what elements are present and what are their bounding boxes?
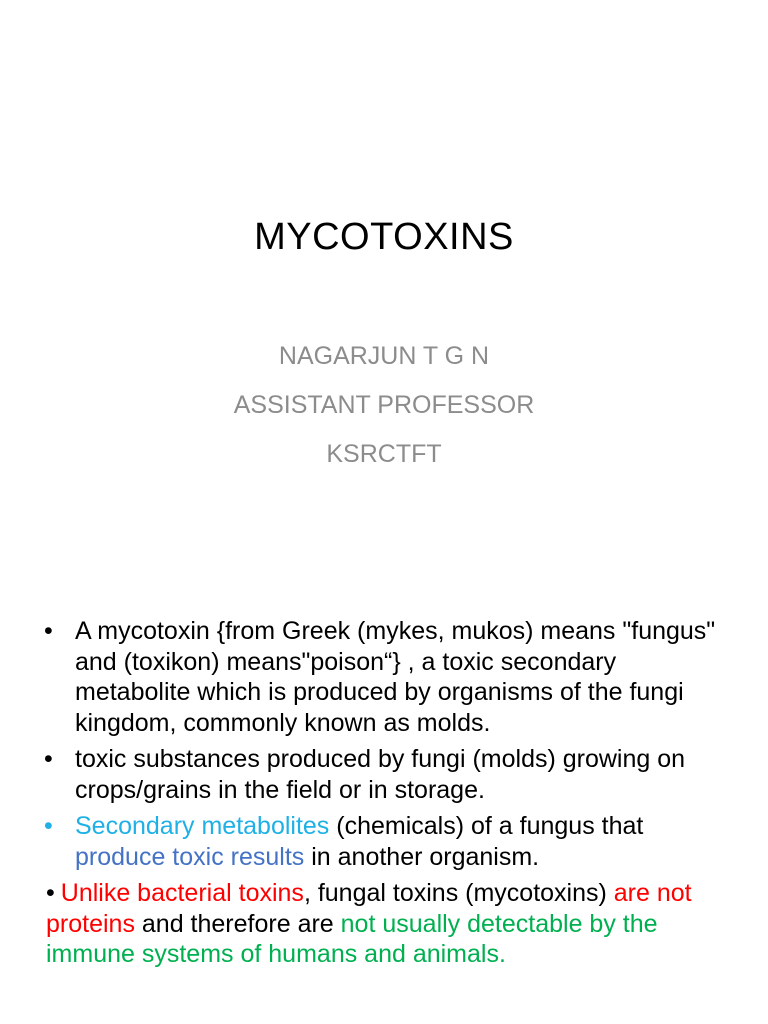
bullet-text: in another organism.: [304, 842, 540, 871]
highlight-unlike-bacterial: Unlike bacterial toxins: [60, 879, 304, 907]
author-name: NAGARJUN T G N: [278, 342, 490, 370]
highlight-toxic-results: produce toxic results: [75, 842, 305, 871]
bullet-text: A mycotoxin {from Greek (mykes, mukos) means "fungus" and (toxikon) means"poison“} , a toxic secondary metabolite which is produced by organisms of the fungi kingdom, commonly known as molds.: [75, 617, 716, 737]
bullet-list: [42, 616, 732, 976]
bullet-text: toxic substances produced by fungi (molds) growing on crops/grains in the field or in storage.: [75, 745, 686, 804]
highlight-not-proteins: are not proteins: [46, 879, 692, 938]
bullet-icon: •: [46, 879, 55, 907]
bullet-item: [42, 744, 732, 805]
subtitle-block: [0, 332, 768, 479]
bullet-icon: •: [44, 745, 53, 773]
highlight-secondary-metabolites: Secondary metabolites: [75, 812, 330, 840]
author-title: ASSISTANT PROFESSOR: [233, 391, 535, 419]
bullet-icon: •: [44, 812, 53, 840]
bullet-item: [42, 616, 732, 738]
bullet-text: (chemicals) of a fungus that: [329, 812, 644, 840]
bullet-item: [42, 878, 732, 970]
highlight-not-detectable: not usually detectable by the immune systems of humans and animals.: [46, 909, 658, 968]
bullet-text: and therefore are: [134, 909, 341, 938]
content-slide: [0, 576, 768, 1024]
bullet-item: [42, 811, 732, 872]
author-institution: KSRCTFT: [326, 440, 442, 468]
slide-title: MYCOTOXINS: [254, 216, 514, 258]
bullet-text: , fungal toxins (mycotoxins): [303, 879, 614, 907]
bullet-icon: •: [44, 617, 53, 645]
